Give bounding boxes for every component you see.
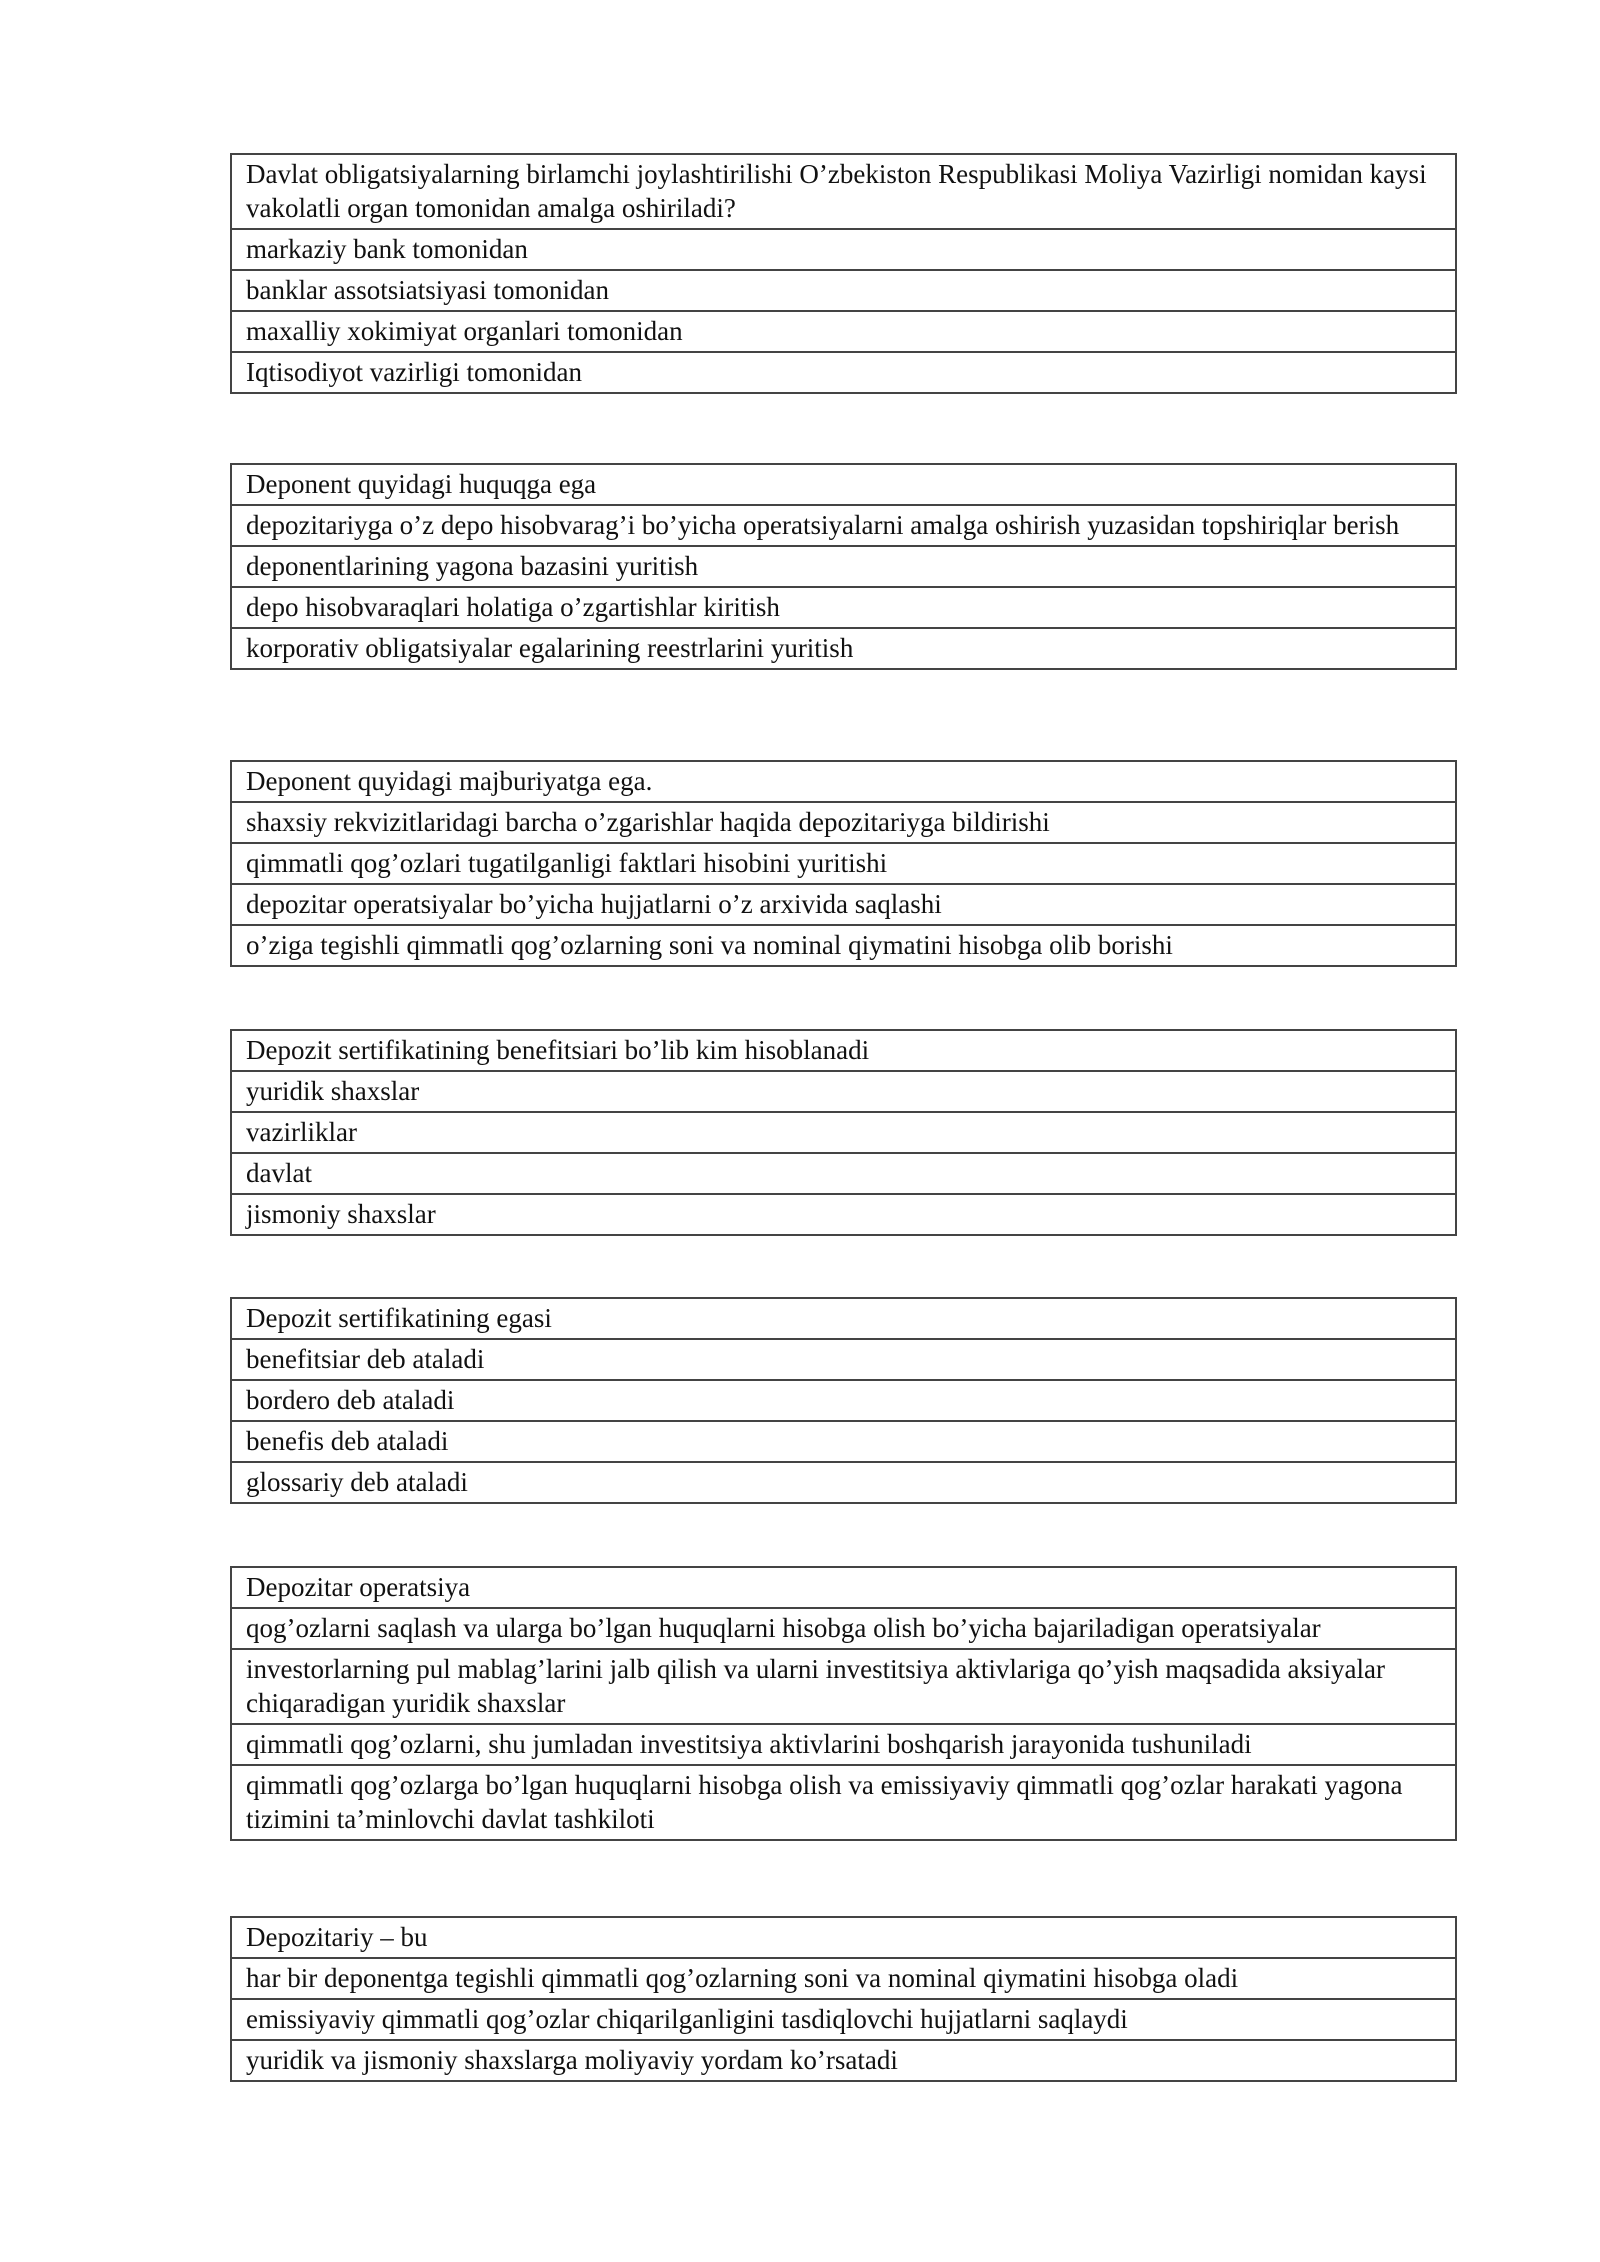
option-text: bordero deb ataladi [231, 1380, 1456, 1421]
option-text: davlat [231, 1153, 1456, 1194]
option-row [231, 1608, 1456, 1649]
option-text: korporativ obligatsiyalar egalarining reestrlarini yuritish [231, 628, 1456, 669]
option-text: vazirliklar [231, 1112, 1456, 1153]
option-text: investorlarning pul mablag’larini jalb qilish va ularni investitsiya aktivlariga qo’yish maqsadida aksiyalar chiqaradigan yuridik shaxslar [231, 1649, 1456, 1724]
question-text: Deponent quyidagi majburiyatga ega. [231, 761, 1456, 802]
option-text: banklar assotsiatsiyasi tomonidan [231, 270, 1456, 311]
option-row [231, 802, 1456, 843]
option-row [231, 270, 1456, 311]
question-row [231, 761, 1456, 802]
option-row [231, 843, 1456, 884]
option-row [231, 1649, 1456, 1724]
option-text: o’ziga tegishli qimmatli qog’ozlarning soni va nominal qiymatini hisobga olib borishi [231, 925, 1456, 966]
option-text: emissiyaviy qimmatli qog’ozlar chiqarilganligini tasdiqlovchi hujjatlarni saqlaydi [231, 1999, 1456, 2040]
option-text: qimmatli qog’ozlarga bo’lgan huquqlarni hisobga olish va emissiyaviy qimmatli qog’ozlar harakati yagona tizimini ta’minlovchi davlat tashkiloti [231, 1765, 1456, 1840]
option-text: qimmatli qog’ozlarni, shu jumladan investitsiya aktivlarini boshqarish jarayonida tushuniladi [231, 1724, 1456, 1765]
question-row [231, 464, 1456, 505]
option-text: yuridik va jismoniy shaxslarga moliyaviy yordam ko’rsatadi [231, 2040, 1456, 2081]
question-row [231, 1917, 1456, 1958]
option-text: depozitar operatsiyalar bo’yicha hujjatlarni o’z arxivida saqlashi [231, 884, 1456, 925]
option-text: deponentlarining yagona bazasini yuritish [231, 546, 1456, 587]
question-row [231, 1298, 1456, 1339]
option-row [231, 884, 1456, 925]
option-row [231, 587, 1456, 628]
question-table [230, 760, 1457, 967]
option-text: benefitsiar deb ataladi [231, 1339, 1456, 1380]
option-row [231, 1339, 1456, 1380]
option-row [231, 925, 1456, 966]
option-text: depozitariyga o’z depo hisobvarag’i bo’yicha operatsiyalarni amalga oshirish yuzasidan topshiriqlar berish [231, 505, 1456, 546]
question-text: Deponent quyidagi huquqga ega [231, 464, 1456, 505]
option-row [231, 229, 1456, 270]
option-row [231, 1380, 1456, 1421]
question-text: Depozit sertifikatining benefitsiari bo’lib kim hisoblanadi [231, 1030, 1456, 1071]
question-table [230, 1916, 1457, 2082]
question-table [230, 1297, 1457, 1504]
option-row [231, 1724, 1456, 1765]
option-text: shaxsiy rekvizitlaridagi barcha o’zgarishlar haqida depozitariyga bildirishi [231, 802, 1456, 843]
question-table [230, 153, 1457, 394]
option-text: jismoniy shaxslar [231, 1194, 1456, 1235]
option-row [231, 1112, 1456, 1153]
option-text: har bir deponentga tegishli qimmatli qog’ozlarning soni va nominal qiymatini hisobga oladi [231, 1958, 1456, 1999]
option-text: markaziy bank tomonidan [231, 229, 1456, 270]
option-text: maxalliy xokimiyat organlari tomonidan [231, 311, 1456, 352]
question-text: Depozitar operatsiya [231, 1567, 1456, 1608]
option-text: Iqtisodiyot vazirligi tomonidan [231, 352, 1456, 393]
option-row [231, 628, 1456, 669]
option-row [231, 2040, 1456, 2081]
option-row [231, 1462, 1456, 1503]
option-row [231, 1194, 1456, 1235]
question-row [231, 1030, 1456, 1071]
question-row [231, 154, 1456, 229]
option-row [231, 352, 1456, 393]
option-row [231, 1958, 1456, 1999]
question-text: Depozit sertifikatining egasi [231, 1298, 1456, 1339]
question-text: Depozitariy – bu [231, 1917, 1456, 1958]
option-row [231, 546, 1456, 587]
option-row [231, 1765, 1456, 1840]
option-text: benefis deb ataladi [231, 1421, 1456, 1462]
option-row [231, 1153, 1456, 1194]
option-row [231, 505, 1456, 546]
question-table [230, 1566, 1457, 1841]
option-text: qog’ozlarni saqlash va ularga bo’lgan huquqlarni hisobga olish bo’yicha bajariladigan operatsiyalar [231, 1608, 1456, 1649]
option-row [231, 1999, 1456, 2040]
option-text: depo hisobvaraqlari holatiga o’zgartishlar kiritish [231, 587, 1456, 628]
option-text: yuridik shaxslar [231, 1071, 1456, 1112]
option-row [231, 1071, 1456, 1112]
option-text: qimmatli qog’ozlari tugatilganligi faktlari hisobini yuritishi [231, 843, 1456, 884]
option-row [231, 311, 1456, 352]
option-row [231, 1421, 1456, 1462]
question-table [230, 1029, 1457, 1236]
question-table [230, 463, 1457, 670]
question-text: Davlat obligatsiyalarning birlamchi joylashtirilishi O’zbekiston Respublikasi Moliya Vazirligi nomidan kaysi vakolatli organ tomonidan amalga oshiriladi? [231, 154, 1456, 229]
question-row [231, 1567, 1456, 1608]
option-text: glossariy deb ataladi [231, 1462, 1456, 1503]
